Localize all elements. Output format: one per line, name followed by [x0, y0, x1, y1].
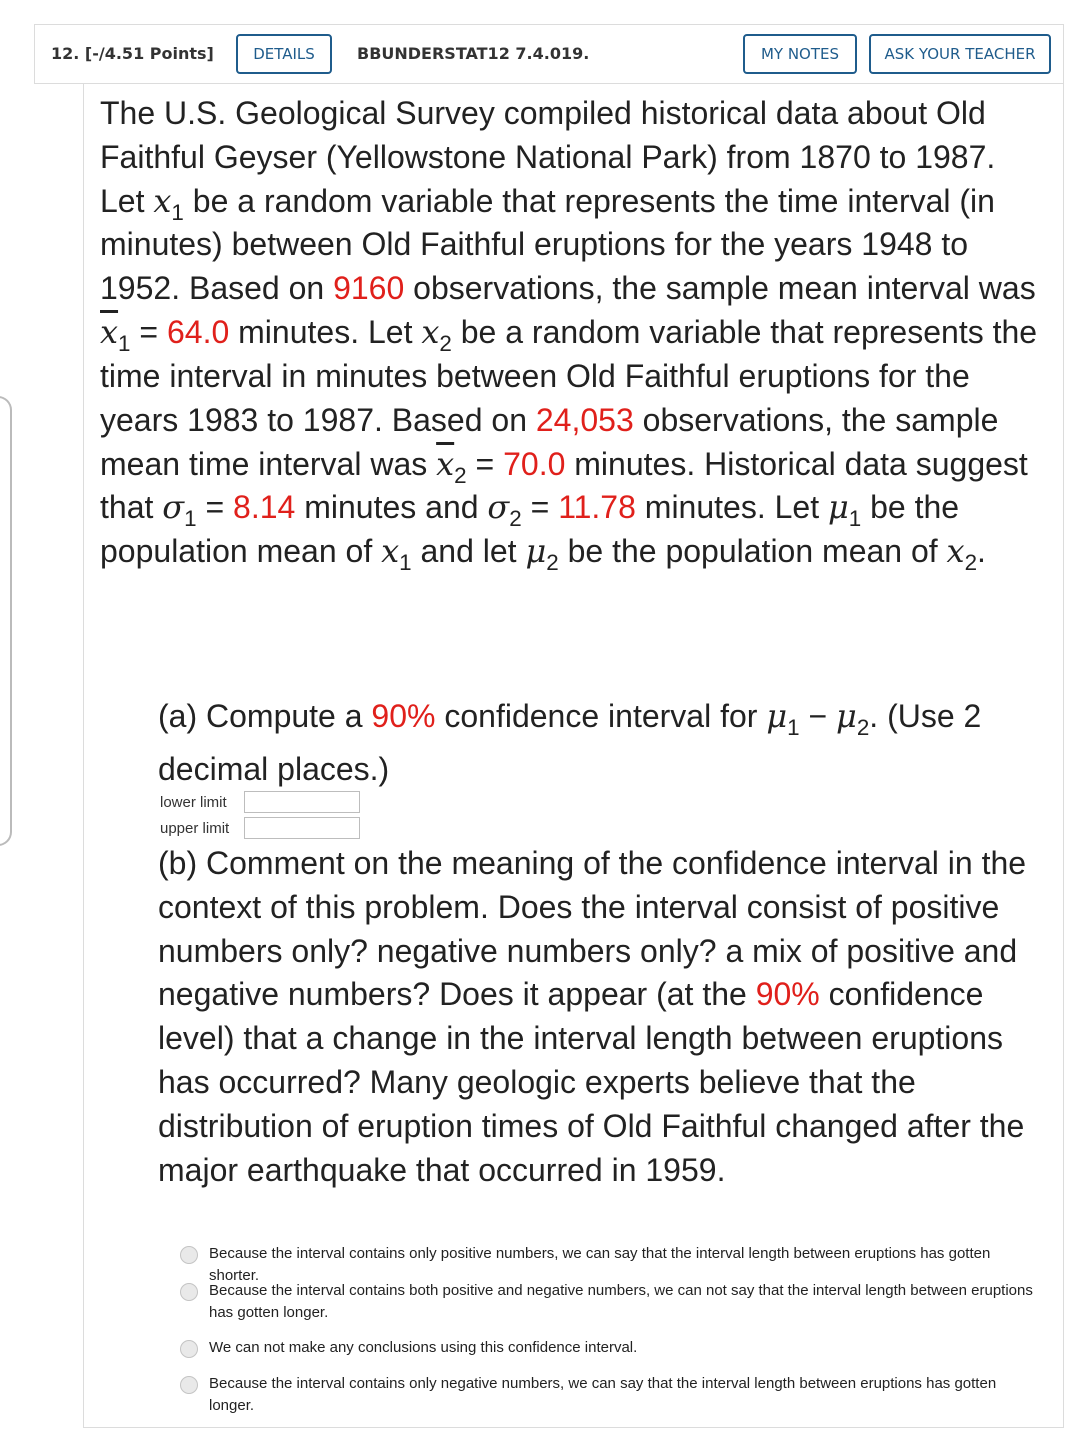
mean2-value: 70.0: [503, 445, 566, 482]
part-a-prompt: (a) Compute a 90% confidence interval for $\mu_1 - \mu_2$. (Use 2 decimal places.): [158, 697, 982, 787]
sigma2-value: 11.78: [558, 489, 636, 526]
option-4-text: Because the interval contains only negative numbers, we can say that the interval length between eruptions has gotten longer.: [209, 1375, 997, 1415]
mean1-value: 64.0: [166, 314, 230, 351]
details-button[interactable]: DETAILS: [236, 34, 332, 74]
my-notes-button[interactable]: MY NOTES: [743, 34, 857, 74]
confidence-level: 90%: [371, 698, 436, 734]
radio-button-1[interactable]: [180, 1246, 198, 1264]
answer-option-4[interactable]: [180, 1373, 1040, 1417]
upper-limit-label: upper limit: [160, 819, 230, 837]
option-2-text: Because the interval contains both positive and negative numbers, we can not say that the interval length between eruptions has gotten longer.: [209, 1282, 1033, 1322]
sigma1-value: 8.14: [233, 489, 296, 526]
radio-button-4[interactable]: [180, 1376, 198, 1394]
upper-limit-input[interactable]: [244, 817, 360, 839]
lower-limit-input[interactable]: [244, 791, 360, 813]
option-3-text: We can not make any conclusions using this confidence interval.: [209, 1339, 638, 1356]
lower-limit-row: [160, 789, 360, 815]
problem-code: BBUNDERSTAT12 7.4.019.: [357, 44, 590, 63]
answer-option-3[interactable]: [180, 1337, 1040, 1359]
question-header: [34, 24, 1064, 84]
confidence-level-b: 90%: [755, 976, 820, 1013]
part-b-prompt: (b) Comment on the meaning of the confidence interval in the context of this problem. Does the interval consist of positive numbers only? negative numbers only? a mix of positive and negative numbers? Does it appear (at the 90% confidence level) that a change in the interval length between eruptions has occurred? Many geologic experts believe that the distribution of eruption times of Old Faithful changed after the major earthquake that occurred in 1959.: [158, 845, 1027, 1188]
question-number-points: 12. [-/4.51 Points]: [51, 44, 214, 63]
ask-your-teacher-button[interactable]: ASK YOUR TEACHER: [869, 34, 1051, 74]
answer-option-2[interactable]: [180, 1280, 1040, 1324]
radio-button-2[interactable]: [180, 1283, 198, 1301]
lower-limit-label: lower limit: [160, 793, 227, 811]
n1-value: 9160: [333, 270, 405, 307]
side-edge-bracket: [0, 396, 12, 846]
radio-button-3[interactable]: [180, 1340, 198, 1358]
option-1-text: Because the interval contains only positive numbers, we can say that the interval length between eruptions has gotten shorter.: [209, 1245, 991, 1285]
question-stem: The U.S. Geological Survey compiled historical data about Old Faithful Geyser (Yellowstone National Park) from 1870 to 1987. Let $x_1$ be a random variable that represents the time interval (in minutes) between Old Faithful eruptions for the years 1948 to 1952. Based on 9160 observations, the sample mean interval was $\overline{x}_1 = 64.0$ minutes. Let $x_2$ be a random variable that represents the time interval in minutes between Old Faithful eruptions for the years 1983 to 1987. Based on 24,053 observations, the sample mean time interval was $\overline{x}_2 = 70.0$ minutes. Historical data suggest that $\sigma_1 = 8.14$ minutes and $\sigma_2 = 11.78$ minutes. Let $\mu_1$ be the population mean of $x_1$ and let $\mu_2$ be the population mean of $x_2$.: [100, 95, 1038, 576]
n2-value: 24,053: [535, 401, 634, 438]
upper-limit-row: [160, 815, 360, 841]
